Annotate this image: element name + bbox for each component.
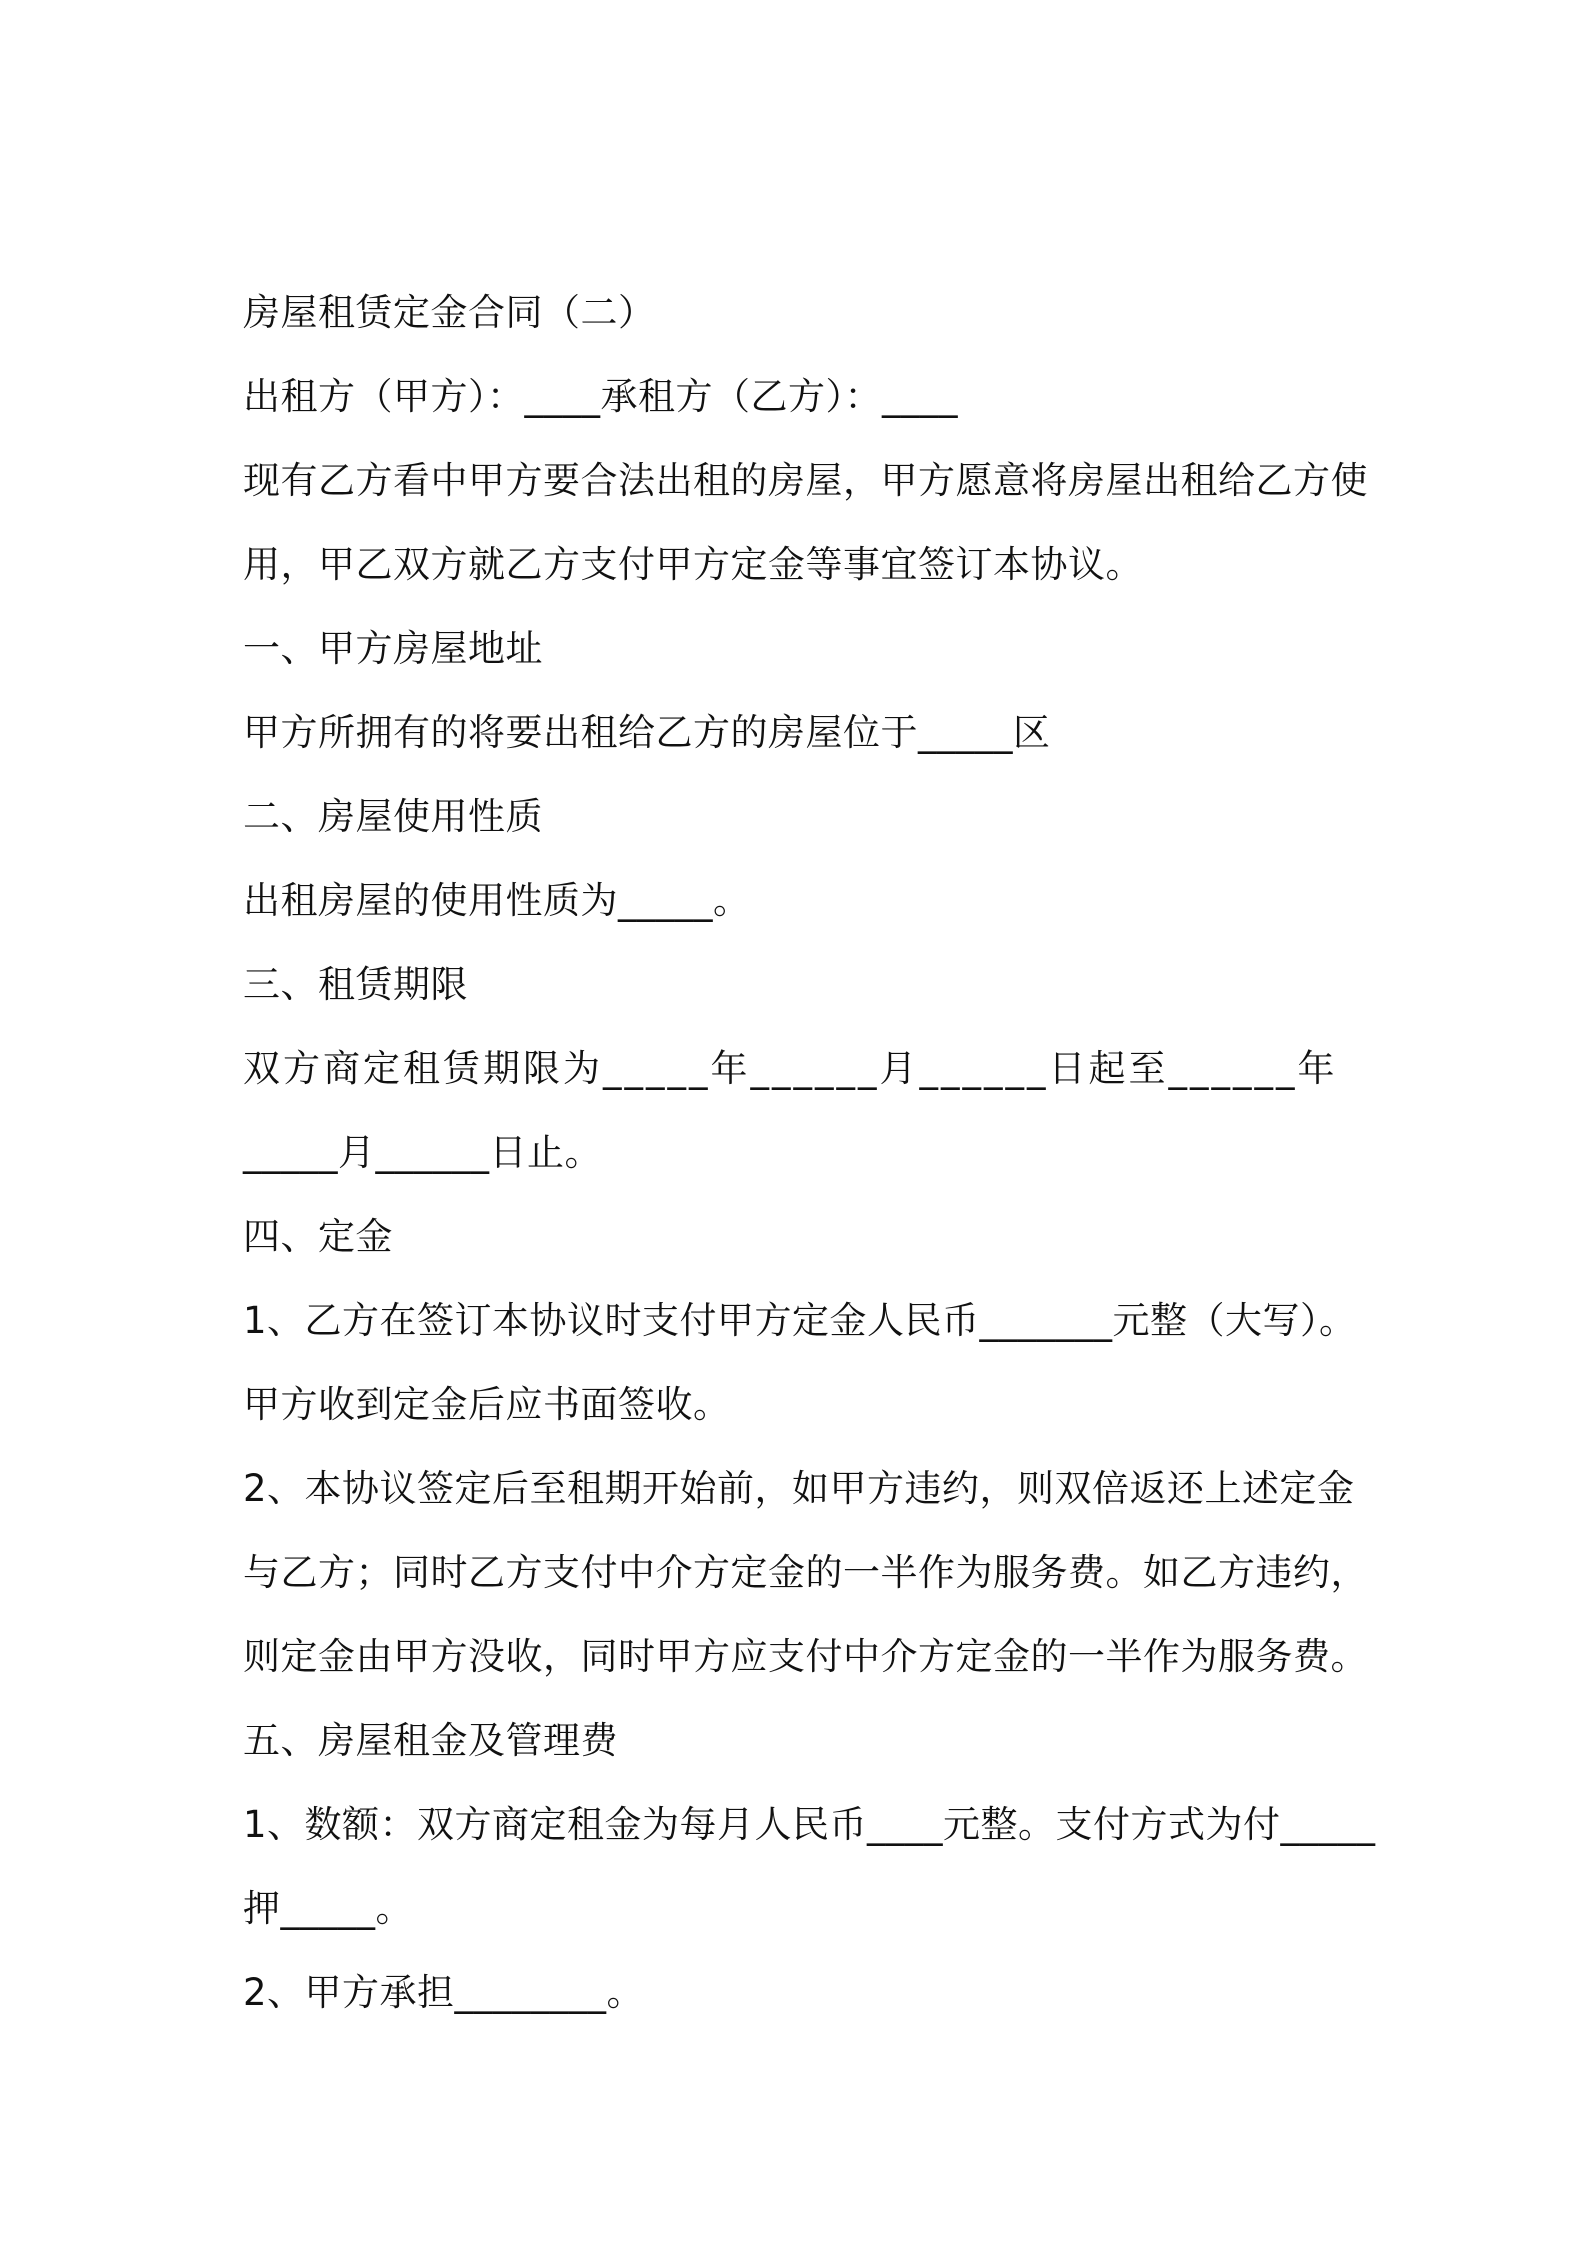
section-4-item-2-line-3: 则定金由甲方没收，同时甲方应支付中介方定金的一半作为服务费。 xyxy=(243,1635,1368,1678)
section-5-item-1-line-1: 1、数额：双方商定租金为每月人民币____元整。支付方式为付_____ xyxy=(243,1803,1376,1846)
section-3-text-line-2: _____月______日止。 xyxy=(243,1131,602,1174)
section-4-item-2-line-2: 与乙方；同时乙方支付中介方定金的一半作为服务费。如乙方违约， xyxy=(243,1551,1368,1594)
document-title: 房屋租赁定金合同（二） xyxy=(243,291,656,334)
intro-paragraph-line-2: 用，甲乙双方就乙方支付甲方定金等事宜签订本协议。 xyxy=(243,543,1143,586)
contract-body xyxy=(243,282,1376,2046)
intro-paragraph-line-1: 现有乙方看中甲方要合法出租的房屋，甲方愿意将房屋出租给乙方使 xyxy=(243,459,1368,502)
section-2-heading: 二、房屋使用性质 xyxy=(243,795,543,838)
section-5-item-1-line-2: 押_____。 xyxy=(243,1887,413,1930)
section-4-item-1-line-1: 1、乙方在签订本协议时支付甲方定金人民币_______元整（大写）。 xyxy=(243,1299,1357,1342)
section-1-heading: 一、甲方房屋地址 xyxy=(243,627,543,670)
section-5-heading: 五、房屋租金及管理费 xyxy=(243,1719,618,1762)
section-5-item-2: 2、甲方承担________。 xyxy=(243,1971,645,2014)
section-3-heading: 三、租赁期限 xyxy=(243,963,468,1006)
section-4-heading: 四、定金 xyxy=(243,1215,393,1258)
section-4-item-1-line-2: 甲方收到定金后应书面签收。 xyxy=(243,1383,731,1426)
parties-line: 出租方（甲方）：____承租方（乙方）：____ xyxy=(243,375,958,418)
section-1-text: 甲方所拥有的将要出租给乙方的房屋位于_____区 xyxy=(243,711,1051,754)
section-3-text-line-1: 双方商定租赁期限为_____年______月______日起至______年 xyxy=(243,1047,1338,1090)
section-4-item-2-line-1: 2、本协议签定后至租期开始前，如甲方违约，则双倍返还上述定金 xyxy=(243,1467,1355,1510)
section-2-text: 出租房屋的使用性质为_____。 xyxy=(243,879,751,922)
